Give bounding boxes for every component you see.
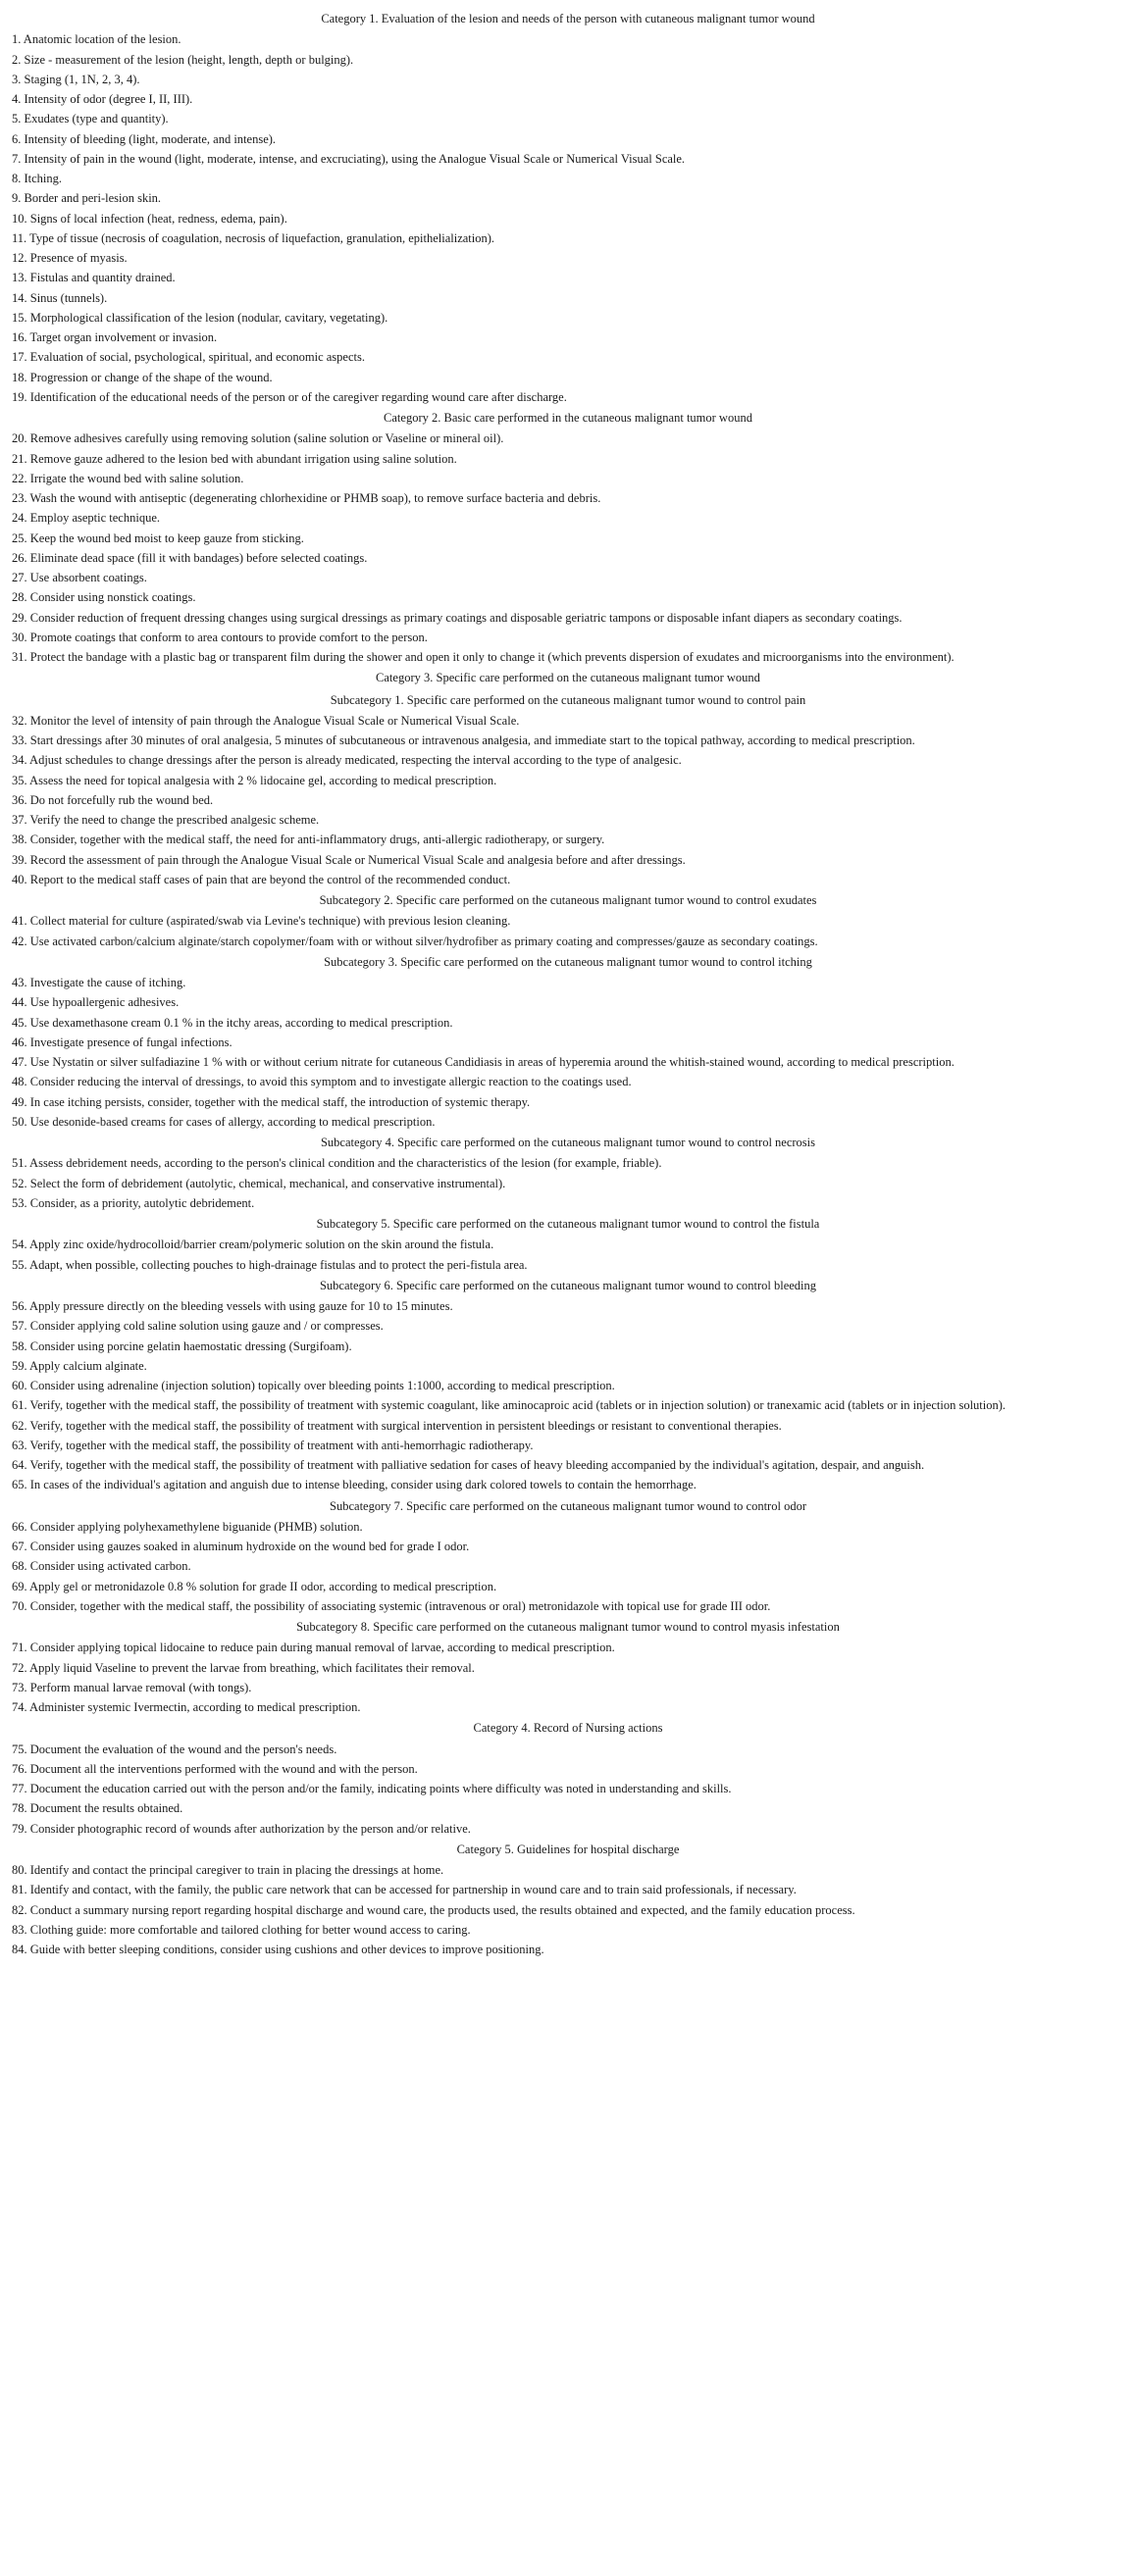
- list-item: 55. Adapt, when possible, collecting pouches to high-drainage fistulas and to protect the peri-fistula area.: [12, 1257, 528, 1272]
- list-item: 64. Verify, together with the medical staff, the possibility of treatment with palliative sedation for cases of heavy bleeding accompanied by the individual's agitation, despair, and anguish.: [12, 1458, 925, 1472]
- list-item: 35. Assess the need for topical analgesia with 2 % lidocaine gel, according to medical prescription.: [12, 773, 497, 787]
- list-item: 53. Consider, as a priority, autolytic debridement.: [12, 1195, 255, 1210]
- section-heading: Subcategory 6. Specific care performed on the cutaneous malignant tumor wound to control bleeding: [319, 1278, 817, 1292]
- list-item: 3. Staging (1, 1N, 2, 3, 4).: [12, 72, 140, 86]
- list-item: 76. Document all the interventions performed with the wound and with the person.: [12, 1761, 418, 1776]
- list-item: 36. Do not forcefully rub the wound bed.: [12, 792, 214, 807]
- list-item: 84. Guide with better sleeping conditions, consider using cushions and other devices to improve positioning.: [12, 1943, 544, 1956]
- list-item: 41. Collect material for culture (aspirated/swab via Levine's technique) with previous lesion cleaning.: [12, 914, 511, 929]
- list-item: 60. Consider using adrenaline (injection solution) topically over bleeding points 1:1000, according to medical prescription.: [12, 1379, 615, 1392]
- list-item: 52. Select the form of debridement (autolytic, chemical, mechanical, and conservative instrumental).: [12, 1176, 506, 1190]
- list-item: 10. Signs of local infection (heat, redness, edema, pain).: [12, 211, 287, 226]
- section-heading: Category 3. Specific care performed on the cutaneous malignant tumor wound: [376, 671, 760, 685]
- list-item: 4. Intensity of odor (degree I, II, III).: [12, 92, 193, 106]
- list-item: 68. Consider using activated carbon.: [12, 1559, 191, 1574]
- list-item: 79. Consider photographic record of wounds after authorization by the person and/or relative.: [12, 1821, 471, 1836]
- list-item: 43. Investigate the cause of itching.: [12, 976, 186, 989]
- list-item: 8. Itching.: [12, 172, 63, 185]
- list-item: 67. Consider using gauzes soaked in aluminum hydroxide on the wound bed for grade I odor.: [12, 1540, 470, 1553]
- list-item: 9. Border and peri-lesion skin.: [12, 191, 162, 206]
- list-item: 23. Wash the wound with antiseptic (degenerating chlorhexidine or PHMB soap), to remove surface bacteria and debris.: [12, 491, 601, 505]
- list-item: 17. Evaluation of social, psychological, spiritual, and economic aspects.: [12, 350, 365, 365]
- list-item: 73. Perform manual larvae removal (with tongs).: [12, 1680, 252, 1694]
- section-heading: Subcategory 5. Specific care performed on the cutaneous malignant tumor wound to control the fistula: [316, 1217, 820, 1231]
- list-item: 56. Apply pressure directly on the bleeding vessels with using gauze for 10 to 15 minutes.: [12, 1299, 453, 1313]
- list-item: 77. Document the education carried out with the person and/or the family, indicating points where difficulty was noted in understanding and skills.: [12, 1782, 732, 1795]
- list-item: 57. Consider applying cold saline solution using gauze and / or compresses.: [12, 1319, 384, 1334]
- list-item: 34. Adjust schedules to change dressings after the person is already medicated, respecting the interval according to the type of analgesic.: [12, 753, 682, 768]
- list-item: 29. Consider reduction of frequent dressing changes using surgical dressings as primary coatings and disposable geriatric tampons or disposable infant diapers as secondary coatings.: [12, 610, 903, 625]
- list-item: 46. Investigate presence of fungal infections.: [12, 1035, 232, 1049]
- list-item: 40. Report to the medical staff cases of pain that are beyond the control of the recommended conduct.: [12, 872, 511, 886]
- list-item: 28. Consider using nonstick coatings.: [12, 590, 196, 605]
- list-item: 15. Morphological classification of the lesion (nodular, cavitary, vegetating).: [12, 310, 388, 325]
- list-item: 83. Clothing guide: more comfortable and tailored clothing for better wound access to caring.: [12, 1922, 471, 1937]
- list-item: 74. Administer systemic Ivermectin, according to medical prescription.: [12, 1700, 361, 1714]
- list-item: 70. Consider, together with the medical staff, the possibility of associating systemic (intravenous or oral) metronidazole with topical use for grade III odor.: [12, 1598, 771, 1613]
- section-heading: Subcategory 1. Specific care performed on the cutaneous malignant tumor wound to control pain: [330, 692, 806, 707]
- list-item: 65. In cases of the individual's agitation and anguish due to intense bleeding, consider using dark colored towels to contain the hemorrhage.: [12, 1478, 697, 1492]
- list-item: 14. Sinus (tunnels).: [12, 290, 108, 305]
- list-item: 37. Verify the need to change the prescribed analgesic scheme.: [12, 813, 320, 827]
- list-item: 26. Eliminate dead space (fill it with bandages) before selected coatings.: [12, 550, 368, 565]
- list-item: 71. Consider applying topical lidocaine to reduce pain during manual removal of larvae, according to medical prescription.: [12, 1641, 615, 1655]
- list-item: 7. Intensity of pain in the wound (light, moderate, intense, and excruciating), using the Analogue Visual Scale or Numerical Visual Scale.: [12, 151, 686, 166]
- list-item: 62. Verify, together with the medical staff, the possibility of treatment with surgical intervention in persistent bleedings or resistant to conventional therapies.: [12, 1418, 782, 1433]
- list-item: 31. Protect the bandage with a plastic bag or transparent film during the shower and open it only to change it (which prevents dispersion of exudates and microorganisms into the environment).: [12, 650, 955, 664]
- list-item: 38. Consider, together with the medical staff, the need for anti-inflammatory drugs, anti-allergic radiotherapy, or surgery.: [12, 833, 605, 847]
- list-item: 30. Promote coatings that conform to area contours to provide comfort to the person.: [12, 630, 428, 644]
- list-item: 2. Size - measurement of the lesion (height, length, depth or bulging).: [12, 52, 354, 67]
- list-item: 82. Conduct a summary nursing report regarding hospital discharge and wound care, the products used, the results obtained and expected, and the family education process.: [12, 1902, 855, 1917]
- list-item: 50. Use desonide-based creams for cases of allergy, according to medical prescription.: [12, 1114, 436, 1129]
- section-heading: Category 5. Guidelines for hospital discharge: [456, 1842, 680, 1856]
- section-heading: Category 1. Evaluation of the lesion and needs of the person with cutaneous malignant tumor wound: [321, 12, 815, 25]
- section-heading: Subcategory 8. Specific care performed on the cutaneous malignant tumor wound to control myasis infestation: [296, 1620, 840, 1634]
- section-heading: Subcategory 7. Specific care performed on the cutaneous malignant tumor wound to control odor: [330, 1498, 806, 1513]
- list-item: 12. Presence of myasis.: [12, 251, 128, 265]
- list-item: 61. Verify, together with the medical staff, the possibility of treatment with systemic coagulant, like aminocaproic acid (tablets or in injection solution) or tranexamic acid (tablets or in injection solution).: [12, 1398, 1007, 1413]
- list-item: 58. Consider using porcine gelatin haemostatic dressing (Surgifoam).: [12, 1339, 352, 1353]
- list-item: 27. Use absorbent coatings.: [12, 571, 147, 584]
- list-item: 25. Keep the wound bed moist to keep gauze from sticking.: [12, 530, 304, 545]
- list-item: 18. Progression or change of the shape of the wound.: [12, 370, 273, 384]
- list-item: 44. Use hypoallergenic adhesives.: [12, 995, 180, 1010]
- list-item: 63. Verify, together with the medical staff, the possibility of treatment with anti-hemorrhagic radiotherapy.: [12, 1438, 534, 1452]
- list-item: 42. Use activated carbon/calcium alginate/starch copolymer/foam with or without silver/hydrofiber as primary coating and compresses/gauze as secondary coatings.: [12, 934, 818, 948]
- list-item: 47. Use Nystatin or silver sulfadiazine 1 % with or without cerium nitrate for cutaneous Candidiasis in areas of hyperemia around the whitish-stained wound, according to medical prescription.: [12, 1055, 955, 1069]
- list-item: 48. Consider reducing the interval of dressings, to avoid this symptom and to investigate allergic reaction to the coatings used.: [12, 1075, 632, 1089]
- list-item: 20. Remove adhesives carefully using removing solution (saline solution or Vaseline or mineral oil).: [12, 431, 504, 446]
- list-item: 19. Identification of the educational needs of the person or of the caregiver regarding wound care after discharge.: [12, 389, 567, 404]
- section-heading: Category 4. Record of Nursing actions: [473, 1721, 663, 1736]
- list-item: 78. Document the results obtained.: [12, 1801, 183, 1816]
- list-item: 66. Consider applying polyhexamethylene biguanide (PHMB) solution.: [12, 1519, 363, 1534]
- list-item: 39. Record the assessment of pain through the Analogue Visual Scale or Numerical Visual Scale and analgesia before and after dressings.: [12, 852, 686, 867]
- section-heading: Subcategory 2. Specific care performed on the cutaneous malignant tumor wound to control exudates: [319, 893, 817, 907]
- section-heading: Subcategory 4. Specific care performed on the cutaneous malignant tumor wound to control necrosis: [320, 1136, 816, 1149]
- list-item: 54. Apply zinc oxide/hydrocolloid/barrier cream/polymeric solution on the skin around the fistula.: [12, 1237, 494, 1252]
- list-item: 81. Identify and contact, with the family, the public care network that can be accessed for partnership in wound care and to train said professionals, if necessary.: [12, 1883, 797, 1897]
- section-heading: Subcategory 3. Specific care performed on the cutaneous malignant tumor wound to control itching: [324, 954, 812, 969]
- list-item: 72. Apply liquid Vaseline to prevent the larvae from breathing, which facilitates their removal.: [12, 1660, 475, 1675]
- list-item: 13. Fistulas and quantity drained.: [12, 271, 176, 285]
- list-item: 75. Document the evaluation of the wound and the person's needs.: [12, 1742, 337, 1756]
- list-item: 6. Intensity of bleeding (light, moderate, and intense).: [12, 131, 277, 146]
- list-item: 59. Apply calcium alginate.: [12, 1358, 147, 1373]
- list-item: 16. Target organ involvement or invasion.: [12, 330, 218, 344]
- list-item: 80. Identify and contact the principal caregiver to train in placing the dressings at home.: [12, 1863, 444, 1877]
- list-item: 22. Irrigate the wound bed with saline solution.: [12, 471, 244, 485]
- section-heading: Category 2. Basic care performed in the cutaneous malignant tumor wound: [384, 411, 752, 425]
- list-item: 69. Apply gel or metronidazole 0.8 % solution for grade II odor, according to medical prescription.: [12, 1579, 497, 1593]
- list-item: 33. Start dressings after 30 minutes of oral analgesia, 5 minutes of subcutaneous or intravenous analgesia, and immediate start to the topical pathway, according to medical prescription.: [12, 733, 915, 747]
- list-item: 45. Use dexamethasone cream 0.1 % in the itchy areas, according to medical prescription.: [12, 1015, 453, 1030]
- list-item: 11. Type of tissue (necrosis of coagulation, necrosis of liquefaction, granulation, epithelialization).: [12, 230, 495, 245]
- list-item: 1. Anatomic location of the lesion.: [12, 32, 181, 47]
- list-item: 51. Assess debridement needs, according to the person's clinical condition and the characteristics of the lesion (for example, friable).: [12, 1156, 662, 1171]
- list-item: 32. Monitor the level of intensity of pain through the Analogue Visual Scale or Numerical Visual Scale.: [12, 713, 520, 728]
- list-item: 24. Employ aseptic technique.: [12, 511, 161, 526]
- list-item: 21. Remove gauze adhered to the lesion bed with abundant irrigation using saline solution.: [12, 451, 457, 466]
- list-item: 49. In case itching persists, consider, together with the medical staff, the introduction of systemic therapy.: [12, 1094, 531, 1109]
- list-item: 5. Exudates (type and quantity).: [12, 112, 169, 126]
